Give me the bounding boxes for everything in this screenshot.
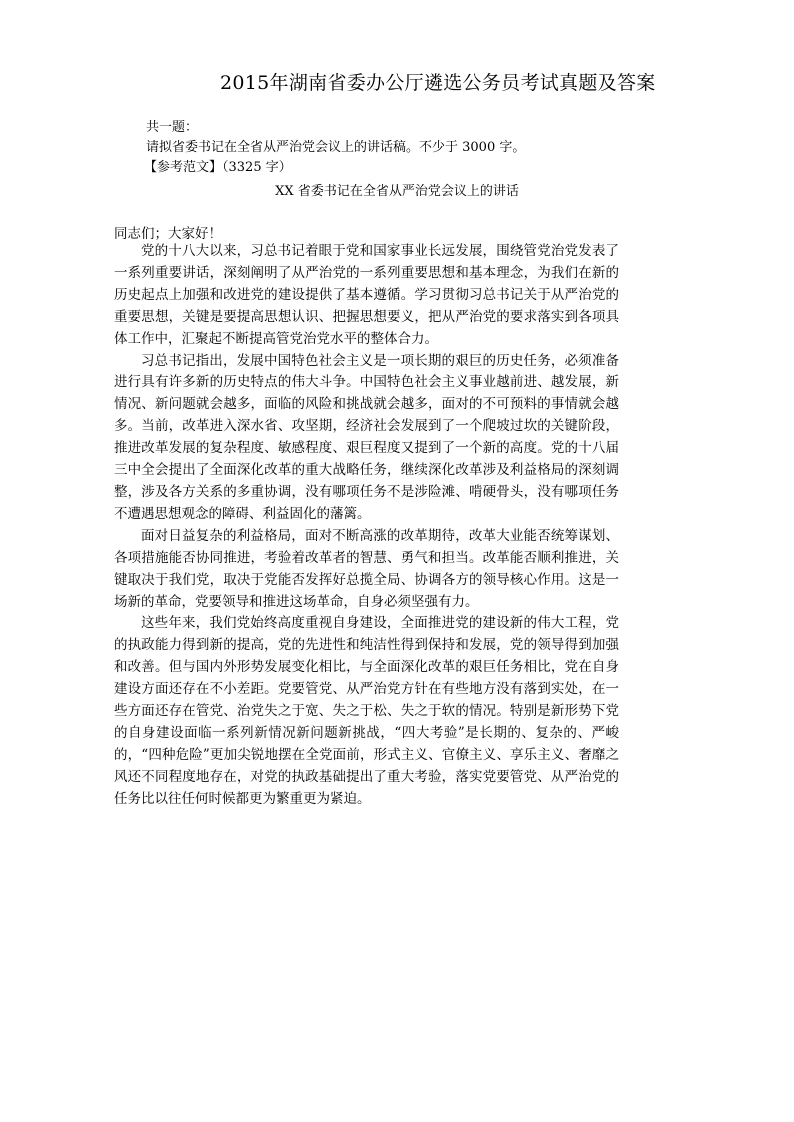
reference-label: 【参考范文】（3325 字） — [144, 160, 292, 175]
paragraph: 党的十八大以来，习总书记着眼于党和国家事业长远发展，围绕管党治党发表了一系列重要讲话，深刻阐明了从严治党的一系列重要思想和基本理念，为我们在新的历史起点上加强和改进党的建设提供了基本遵循。学习贯彻习总书记关于从严治党的重要思想，关键是要提高思想认识、把握思想要义，把从严治党的要求落实到各项具体工作中，汇聚起不断提高管党治党水平的整体合力。 — [114, 243, 619, 347]
question-prompt: 请拟省委书记在全省从严治党会议上的讲话稿。不少于 3000 字。 — [146, 140, 526, 155]
page-title: 2015年湖南省委办公厅遴选公务员考试真题及答案 — [220, 72, 656, 94]
speech-body — [114, 241, 619, 811]
paragraph: 习总书记指出，发展中国特色社会主义是一项长期的艰巨的历史任务，必须准备进行具有许多新的历史特点的伟大斗争。中国特色社会主义事业越前进、越发展，新情况、新问题就会越多，面临的风险和挑战就会越多，面对的不可预料的事情就会越多。当前，改革进入深水省、攻坚期，经济社会发展到了一个爬坡过坎的关键阶段，推进改革发展的复杂程度、敏感程度、艰巨程度又提到了一个新的高度。党的十八届三中全会提出了全面深化改革的重大战略任务，继续深化改革涉及利益格局的深刻调整，涉及各方关系的多重协调，没有哪项任务不是涉险滩、啃硬骨头，没有哪项任务不遭遇思想观念的障碍、利益固化的藩篱。 — [114, 352, 619, 522]
greeting: 同志们；大家好！ — [114, 226, 222, 242]
speech-title: XX 省委书记在全省从严治党会议上的讲话 — [275, 184, 519, 199]
paragraph: 这些年来，我们党始终高度重视自身建设，全面推进党的建设新的伟大工程，党的执政能力得到新的提高，党的先进性和纯洁性得到保持和发展，党的领导得到加强和改善。但与国内外形势发展变化相比，与全面深化改革的艰巨任务相比，党在自身建设方面还存在不小差距。党要管党、从严治党方针在有些地方没有落到实处，在一些方面还存在管党、治党失之于宽、失之于松、失之于软的情况。特别是新形势下党的自身建设面临一系列新情况新问题新挑战，“四大考验”是长期的、复杂的、严峻的，“四种危险”更加尖锐地摆在全党面前，形式主义、官僚主义、享乐主义、奢靡之风还不同程度地存在，对党的执政基础提出了重大考验，落实党要管党、从严治党的任务比以往任何时候都更为繁重更为紧迫。 — [114, 615, 619, 807]
question-count: 共一题： — [146, 120, 199, 135]
question-block — [146, 118, 525, 178]
paragraph: 面对日益复杂的利益格局，面对不断高涨的改革期待，改革大业能否统筹谋划、各项措施能否协同推进，考验着改革者的智慧、勇气和担当。改革能否顺利推进，关键取决于我们党，取决于党能否发挥好总揽全局、协调各方的领导核心作用。这是一场新的革命，党要领导和推进这场革命，自身必须坚强有力。 — [114, 527, 619, 610]
